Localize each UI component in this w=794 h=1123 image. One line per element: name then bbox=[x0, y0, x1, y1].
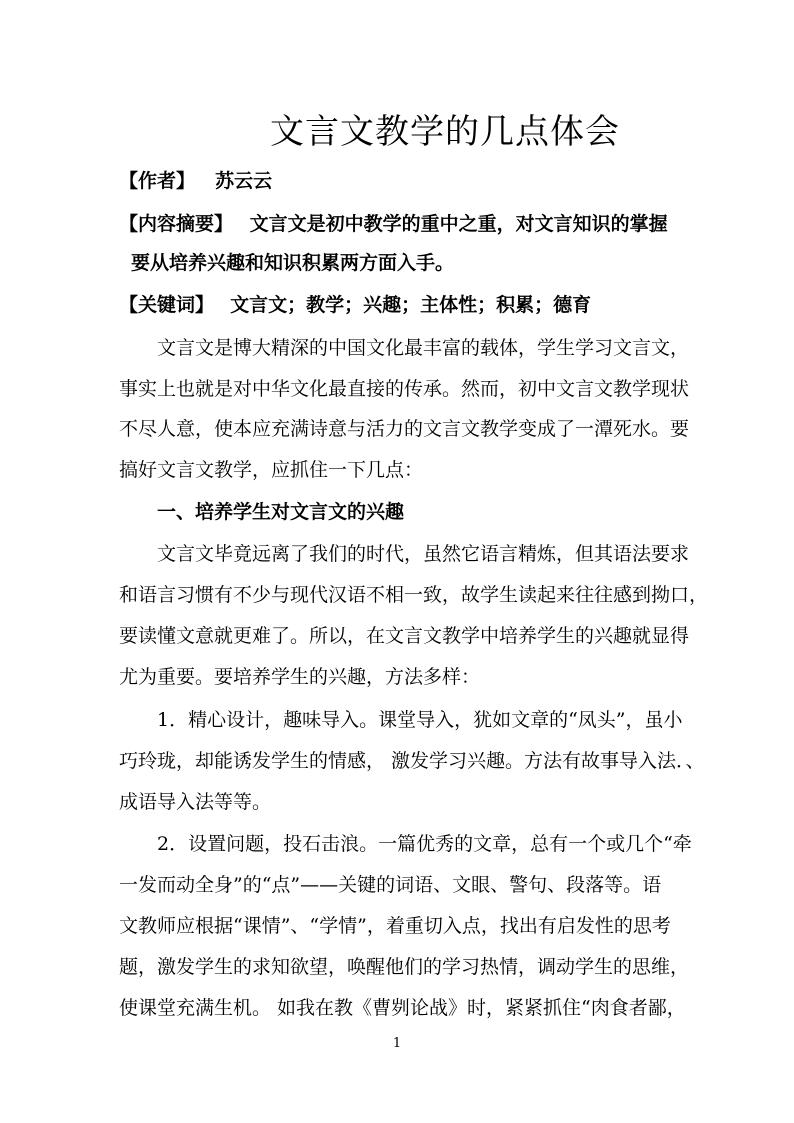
keywords-line bbox=[119, 296, 591, 315]
point1-line-2: 巧玲珑，却能诱发学生的情感， 激发学习兴趣。方法有故事导入法．、 bbox=[119, 750, 705, 772]
abstract-label: 【内容摘要】 bbox=[119, 213, 234, 235]
section1-line-3: 要读懂文意就更难了。所以，在文言文教学中培养学生的兴趣就显得 bbox=[119, 625, 690, 647]
point2-line-5: 使课堂充满生机。 如我在教《曹刿论战》时，紧紧抓住“肉食者鄙， bbox=[119, 997, 686, 1019]
keywords-text: 文言文；教学；兴趣；主体性；积累；德育 bbox=[230, 294, 592, 316]
point2-line-4: 题，激发学生的求知欲望，唤醒他们的学习热情，调动学生的思维， bbox=[119, 956, 690, 978]
section1-line-4: 尤为重要。要培养学生的兴趣，方法多样： bbox=[119, 666, 481, 688]
author-line bbox=[119, 172, 272, 191]
abstract-line-1 bbox=[119, 215, 668, 234]
author-name: 苏云云 bbox=[215, 170, 273, 192]
keywords-label: 【关键词】 bbox=[119, 294, 215, 316]
abstract-text-1: 文言文是初中教学的重中之重，对文言知识的掌握 bbox=[249, 213, 668, 235]
section1-line-1: 文言文毕竟远离了我们的时代，虽然它语言精炼，但其语法要求 bbox=[157, 543, 690, 565]
point2-line-1: 2．设置问题，投石击浪。一篇优秀的文章，总有一个或几个“牵 bbox=[157, 833, 692, 855]
point2-line-2: 一发而动全身”的“点”——关键的词语、文眼、警句、段落等。语 bbox=[119, 874, 662, 896]
point2-line-3: 文教师应根据“课情”、“学情”，着重切入点，找出有启发性的思考 bbox=[119, 915, 671, 937]
author-label: 【作者】 bbox=[119, 170, 196, 192]
intro-line-1: 文言文是博大精深的中国文化最丰富的载体，学生学习文言文， bbox=[157, 337, 690, 359]
intro-line-3: 不尽人意，使本应充满诗意与活力的文言文教学变成了一潭死水。要 bbox=[119, 418, 690, 440]
point1-line-3: 成语导入法等等。 bbox=[119, 791, 272, 813]
document-title: 文言文教学的几点体会 bbox=[270, 112, 620, 152]
section1-line-2: 和语言习惯有不少与现代汉语不相一致，故学生读起来往往感到拗口， bbox=[119, 584, 709, 606]
abstract-line-2: 要从培养兴趣和知识积累两方面入手。 bbox=[131, 252, 455, 274]
section1-heading: 一、培养学生对文言文的兴趣 bbox=[157, 501, 405, 523]
page-number: 1 bbox=[392, 1036, 402, 1051]
intro-line-2: 事实上也就是对中华文化最直接的传承。然而，初中文言文教学现状 bbox=[119, 378, 690, 400]
point1-line-1: 1．精心设计，趣味导入。课堂导入，犹如文章的“凤头”，虽小 bbox=[157, 709, 683, 731]
intro-line-4: 搞好文言文教学，应抓住一下几点： bbox=[119, 459, 424, 481]
